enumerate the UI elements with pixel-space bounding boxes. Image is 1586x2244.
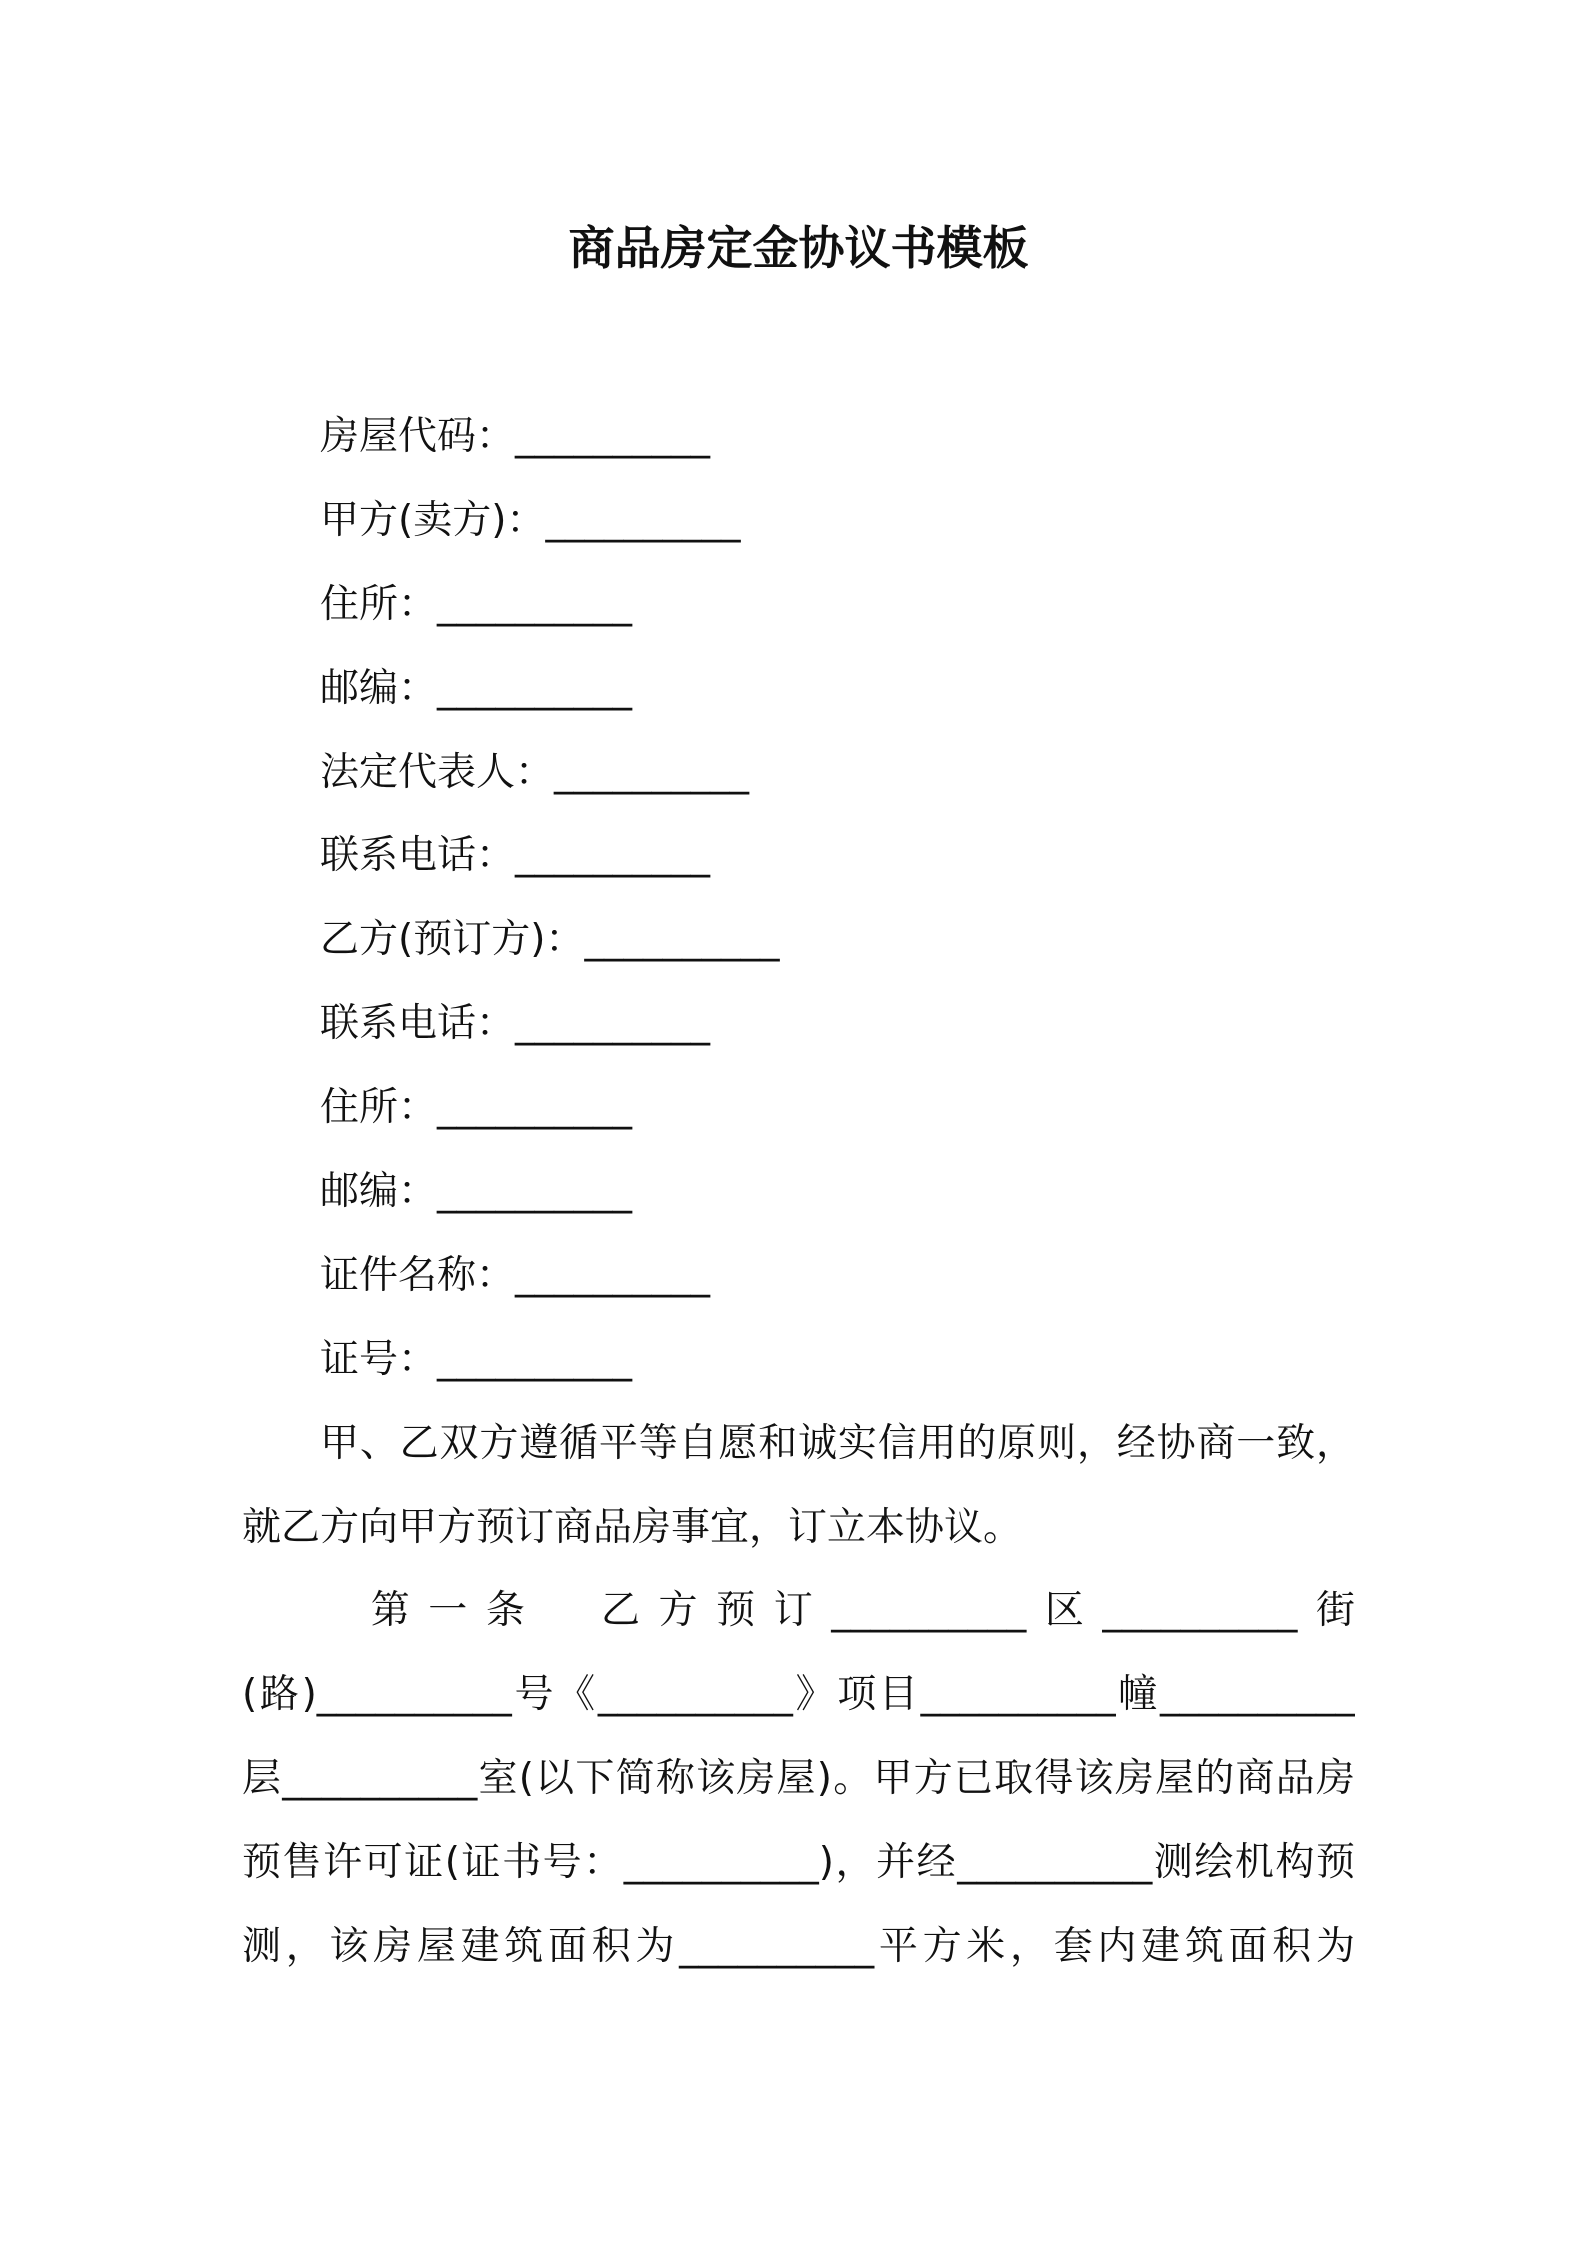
field-label: 邮编： <box>320 665 438 711</box>
field-label: 甲方(卖方)： <box>320 497 546 543</box>
field-label: 住所： <box>320 1085 438 1131</box>
field-blank: __________ <box>554 749 750 795</box>
intro-paragraph <box>242 1402 1355 1570</box>
field-blank: __________ <box>437 1085 633 1131</box>
paragraph-line: 甲、乙双方遵循平等自愿和诚实信用的原则，经协商一致， <box>320 1420 1355 1466</box>
document-body <box>242 395 1355 1989</box>
field-party-a-address <box>242 563 1355 647</box>
field-party-a-postcode <box>242 647 1355 731</box>
paragraph-line: 就乙方向甲方预订商品房事宜，订立本协议。 <box>242 1504 1023 1550</box>
article-1-paragraph <box>242 1569 1355 1988</box>
document-title: 商品房定金协议书模板 <box>568 221 1029 275</box>
field-label: 证号： <box>320 1336 438 1382</box>
field-id-number <box>242 1318 1355 1402</box>
field-blank: __________ <box>515 1252 711 1298</box>
field-label: 证件名称： <box>320 1252 516 1298</box>
field-party-a-seller <box>242 479 1355 563</box>
field-blank: __________ <box>437 665 633 711</box>
field-party-b-phone <box>242 982 1355 1066</box>
field-blank: __________ <box>515 833 711 879</box>
field-party-b-buyer <box>242 898 1355 982</box>
field-house-code <box>242 395 1355 479</box>
field-blank: __________ <box>584 917 780 963</box>
paragraph-line: 第一条 乙方预订__________区__________街 <box>370 1588 1355 1634</box>
field-blank: __________ <box>545 497 741 543</box>
field-blank: __________ <box>437 1336 633 1382</box>
paragraph-line: (路)__________号《__________》项目__________幢__________ <box>242 1672 1355 1718</box>
paragraph-line: 预售许可证(证书号：__________)，并经__________测绘机构预 <box>242 1840 1355 1886</box>
field-party-b-address <box>242 1066 1355 1150</box>
field-id-document-name <box>242 1234 1355 1318</box>
field-label: 联系电话： <box>320 833 516 879</box>
field-label: 法定代表人： <box>320 749 555 795</box>
field-party-a-phone <box>242 814 1355 898</box>
field-label: 乙方(预订方)： <box>320 917 585 963</box>
field-legal-representative <box>242 731 1355 815</box>
field-label: 邮编： <box>320 1169 438 1215</box>
field-label: 住所： <box>320 581 438 627</box>
paragraph-line: 层__________室(以下简称该房屋)。甲方已取得该房屋的商品房 <box>242 1756 1355 1802</box>
field-blank: __________ <box>515 1001 711 1047</box>
field-party-b-postcode <box>242 1150 1355 1234</box>
field-blank: __________ <box>515 414 711 459</box>
field-blank: __________ <box>437 581 633 627</box>
field-label: 房屋代码： <box>320 414 516 459</box>
paragraph-line: 测，该房屋建筑面积为__________平方米，套内建筑面积为 <box>242 1924 1355 1970</box>
field-label: 联系电话： <box>320 1001 516 1047</box>
field-blank: __________ <box>437 1169 633 1215</box>
